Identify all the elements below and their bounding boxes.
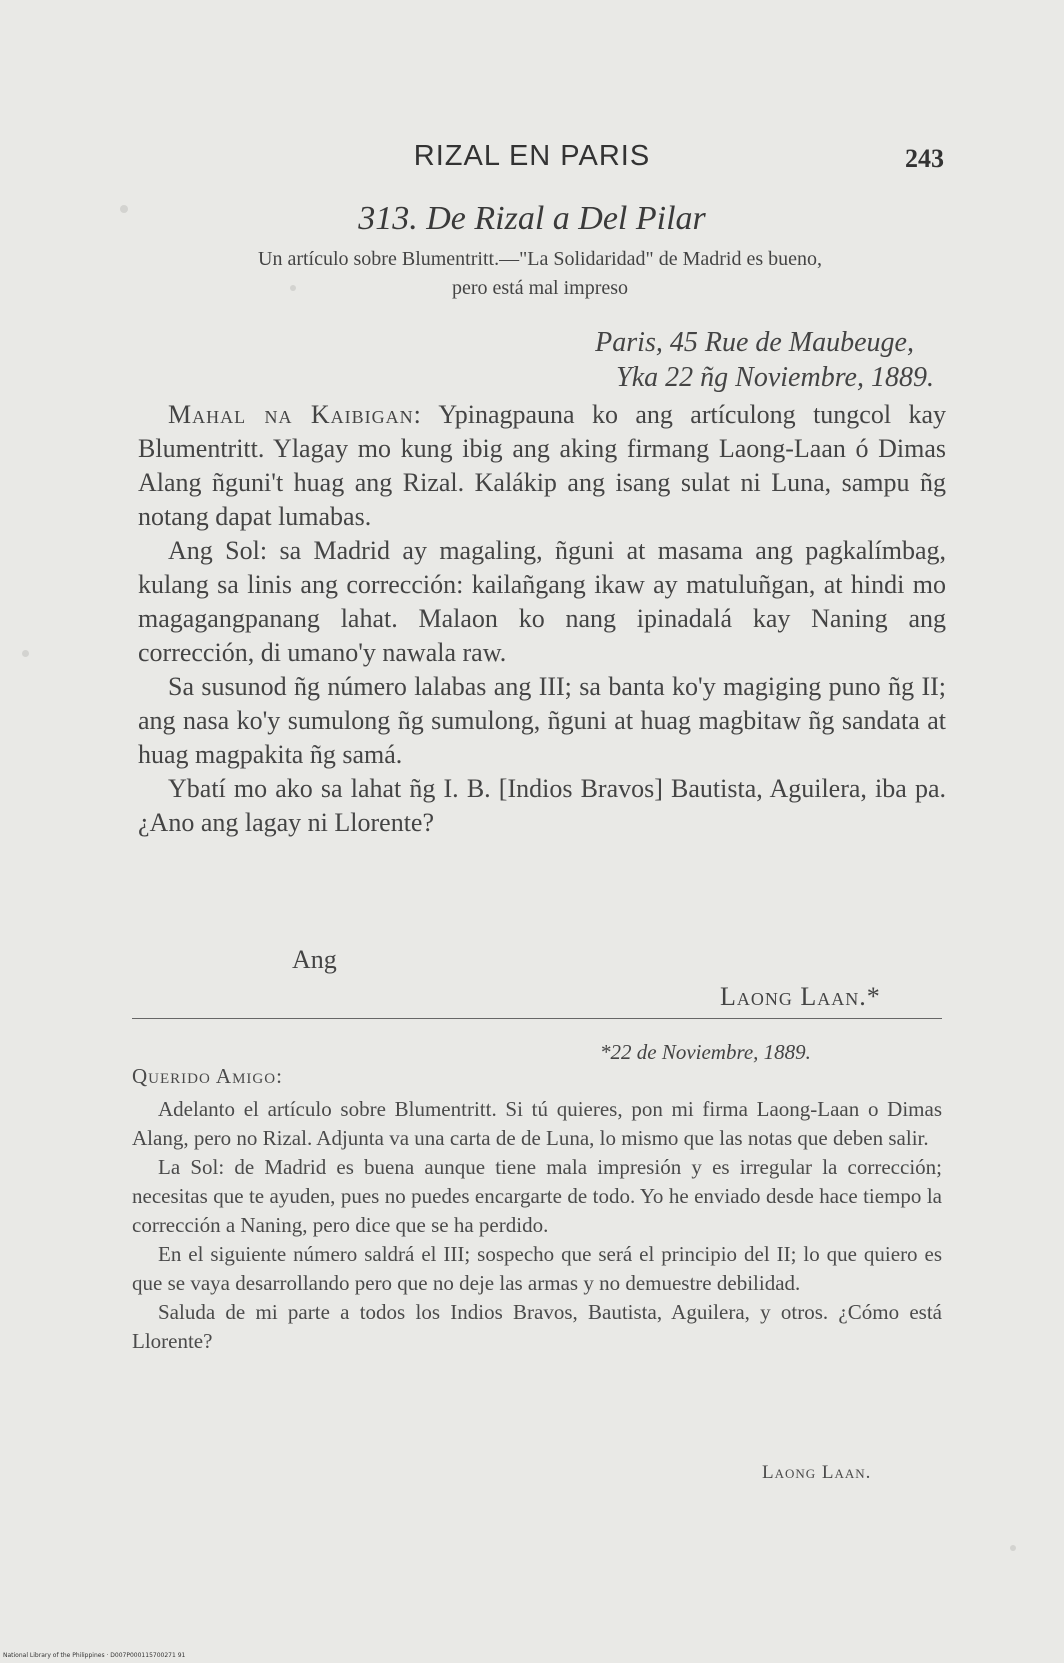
summary-line-2: pero está mal impreso [451,277,629,299]
spanish-translation [132,1062,942,1356]
translation-paragraph: Saluda de mi parte a todos los Indios Bravos, Bautista, Aguilera, y otros. ¿Cómo está Llorente? [132,1300,942,1353]
translation-signature: Laong Laan. [762,1462,872,1483]
tagalog-letter-body [138,398,946,840]
page-number: 243 [905,144,944,173]
letter-summary [140,245,940,303]
scan-credit: National Library of the Philippines · D007P000115700271 91 [3,1652,186,1659]
paragraph-text: Ypinagpauna ko ang artículong tungcol kay Blumentritt. Ylagay mo kung ibig ang aking firmang Laong-Laan ó Dimas Alang ñguni't huag ang Rizal. Kalákip ang isang sulat ni Luna, sampu ñg notang dapat lumabas. [138,400,946,531]
tagalog-paragraph: Ang Sol: sa Madrid ay magaling, ñguni at masama ang pagkalímbag, kulang sa linis ang corrección: kailañgang ikaw ay matuluñgan, at hindi mo magagangpanang lahat. Malaon ko nang ipinadalá kay Naning ang corrección, di umano'y nawala raw. [138,536,946,667]
closing: Ang [292,945,337,974]
letter-signature: Laong Laan.* [720,982,881,1011]
translation-paragraph: La Sol: de Madrid es buena aunque tiene mala impresión y es irregular la corrección; necesitas que te ayuden, pues no puedes encargarte de todo. Yo he enviado desde hace tiempo la corrección a Naning, pero dice que se ha perdido. [132,1155,942,1237]
scan-smudge [22,650,29,657]
translation-paragraph: En el siguiente número saldrá el III; sospecho que será el principio del II; lo que quiero es que se vaya desarrollando pero que no deje las armas y no demuestre debilidad. [132,1242,942,1295]
place-and-date [484,325,934,395]
date-line: Yka 22 ñg Noviembre, 1889. [616,362,934,393]
tagalog-paragraph: Sa susunod ñg número lalabas ang III; sa banta ko'y magiging puno ñg II; ang nasa ko'y sumulong ñg sumulong, ñguni at huag magbitaw ñg sandata at huag magpakita ñg samá. [138,672,946,769]
tagalog-paragraph [138,398,946,534]
running-header-title: RIZAL EN PARIS [413,140,651,172]
letter-heading: 313. De Rizal a Del Pilar [358,200,706,237]
footnote-divider [132,1018,942,1019]
footnote-date: *22 de Noviembre, 1889. [600,1040,811,1064]
summary-line-1: Un artículo sobre Blumentritt.—"La Solidaridad" de Madrid es bueno, [258,248,822,270]
scan-smudge [1010,1545,1016,1551]
salutation: Mahal na Kaibigan: [168,400,422,429]
translation-salutation: Querido Amigo: [132,1064,283,1088]
translation-paragraph: Adelanto el artículo sobre Blumentritt. Si tú quieres, pon mi firma Laong-Laan o Dimas Alang, pero no Rizal. Adjunta va una carta de de Luna, lo mismo que las notas que deben salir. [132,1097,942,1150]
tagalog-paragraph: Ybatí mo ako sa lahat ñg I. B. [Indios Bravos] Bautista, Aguilera, iba pa. ¿Ano ang lagay ni Llorente? [138,774,946,837]
place-line: Paris, 45 Rue de Maubeuge, [595,327,914,358]
